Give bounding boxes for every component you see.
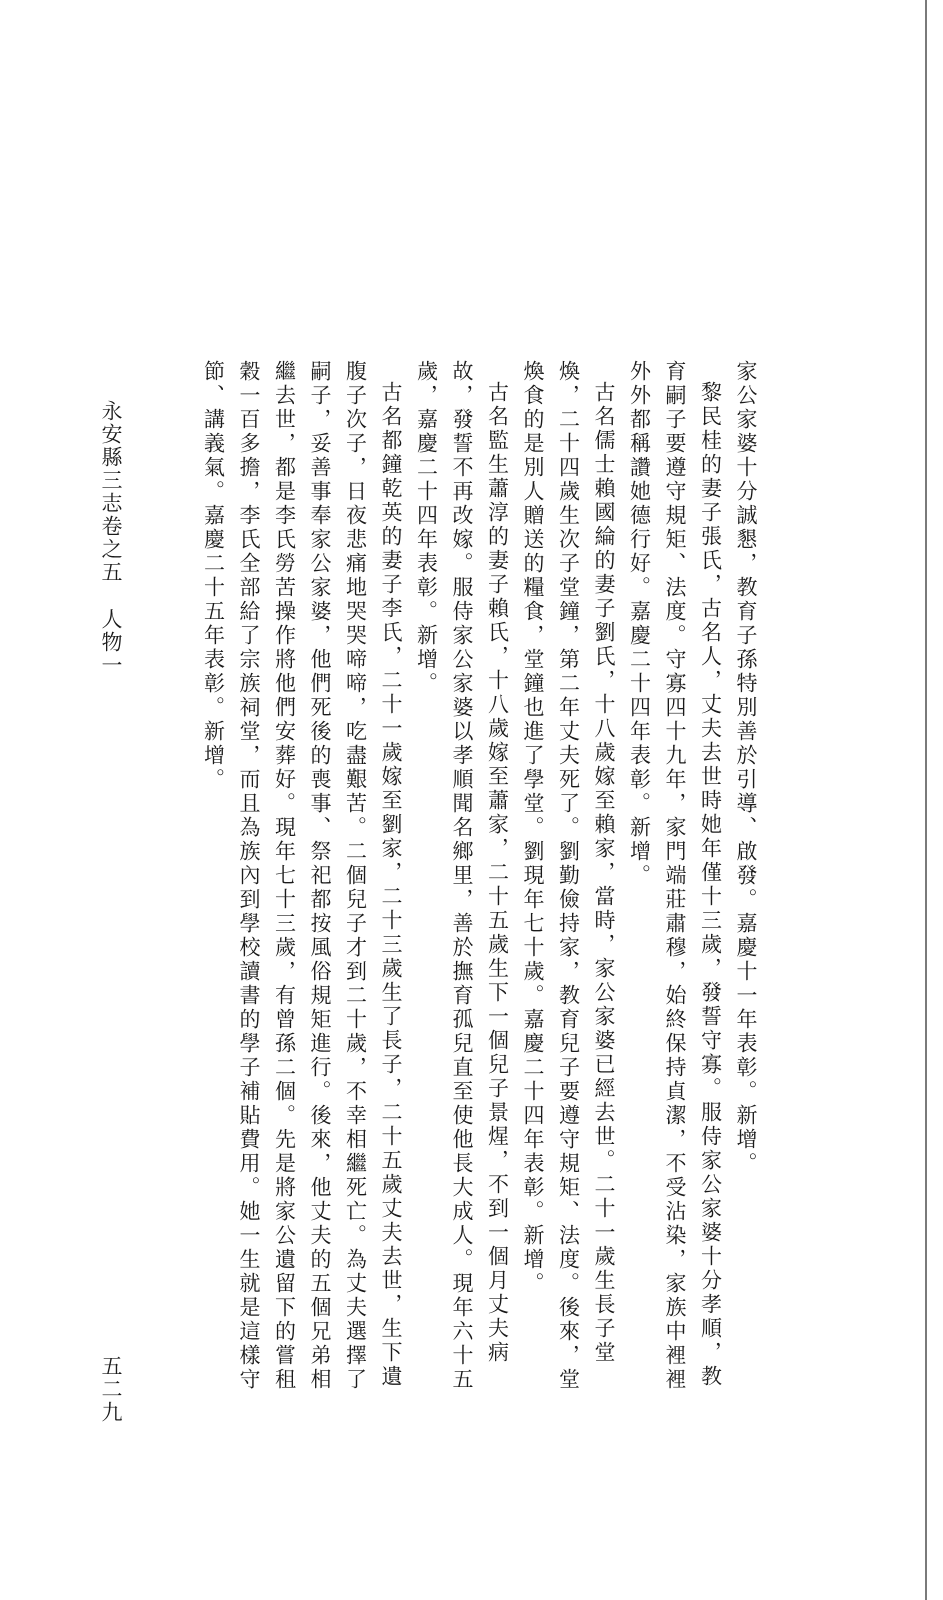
paragraph-3: 古名儒士賴國綸的妻子劉氏，十八歲嫁至賴家，當時，家公家婆已經去世。二十一歲生長子堂煥，二十四歲生次子堂鐘，第二年丈夫死了。劉勤儉持家，教育兒子要遵守規矩、法度。後來，堂煥食的是別人贈送的糧食，堂鐘也進了學堂。劉現年七十歲。嘉慶二十四年表彰。新增。	[521, 360, 616, 1392]
body-text	[195, 360, 763, 1410]
paragraph-1: 家公家婆十分誠懇，教育子孫特別善於引導、啟發。嘉慶十一年表彰。新增。	[734, 360, 758, 1176]
paragraph-2: 黎民桂的妻子張氏，古名人，丈夫去世時她年僅十三歲，發誓守寡。服侍家公家婆十分孝順，教育嗣子要遵守規矩、法度。守寡四十九年，家門端莊肅穆，始終保持貞潔，不受沾染，家族中裡裡外外都稱讚她德行好。嘉慶二十四年表彰。新增。	[627, 360, 723, 1392]
page-footer	[96, 400, 126, 1450]
paragraph-4: 古名監生蕭淳的妻子賴氏，十八歲嫁至蕭家，二十五歲生下一個兒子景煋，不到一個月丈夫病故，發誓不再改嫁。服侍家公家婆以孝順聞名鄉里，善於撫育孤兒直至使他長大成人。現年六十五歲，嘉慶二十四年表彰。新增。	[414, 360, 510, 1392]
book-title: 永安縣三志卷之五	[99, 400, 123, 584]
page-number: 五二九	[99, 1355, 123, 1424]
page-edge-line	[925, 0, 927, 1600]
paragraph-5: 古名都鐘乾英的妻子李氏，二十一歲嫁至劉家，二十三歲生了長子，二十五歲丈夫去世，生下遺腹子次子，日夜悲痛地哭哭啼啼，吃盡艱苦。二個兒子才到二十歲，不幸相繼死亡。為丈夫選擇了嗣子，妥善事奉家公家婆，他們死後的喪事、祭祀都按風俗規矩進行。後來，他丈夫的五個兄弟相繼去世，都是李氏勞苦操作將他們安葬好。現年七十三歲，有曾孫二個。先是將家公遺留下的嘗租穀一百多擔，李氏全部給了宗族祠堂，而且為族內到學校讀書的學子補貼費用。她一生就是這樣守節、講義氣。嘉慶二十五年表彰。新增。	[201, 360, 403, 1392]
section-title: 人物一	[99, 608, 123, 677]
